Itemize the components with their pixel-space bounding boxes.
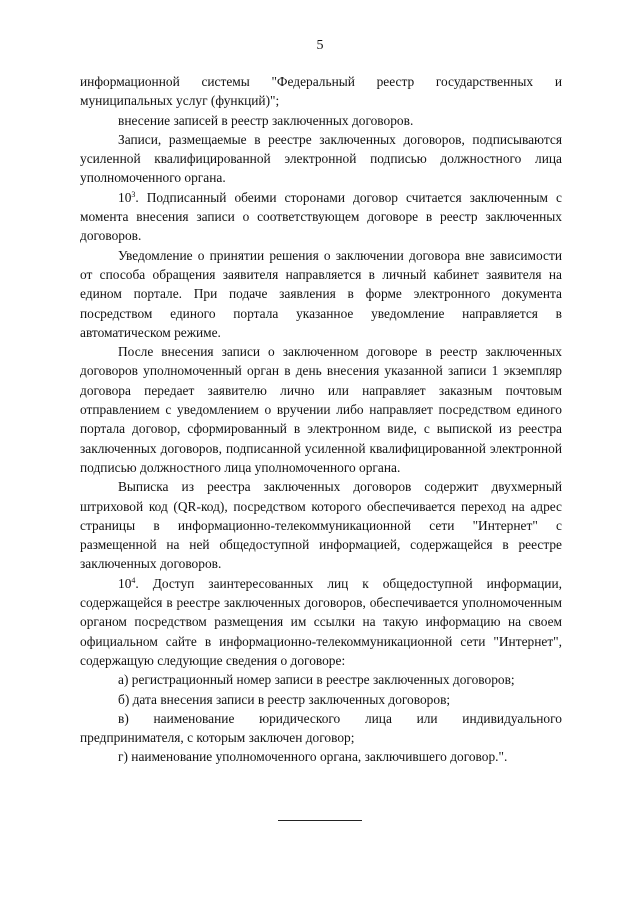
page-number: 5 [316,38,324,53]
clause-number-10-3: $10^3$. [118,189,139,205]
paragraph-3: Записи, размещаемые в реестре заключенных договоров, подписываются усиленной квалифицированной электронной подписью должностного лица уполномоченного органа. [80,131,562,186]
paragraph-5: Уведомление о принятии решения о заключении договора вне зависимости от способа обращения заявителя направляется в личный кабинет заявителя на едином портале. При подаче заявления в форме электронного документа посредством единого портала указанное уведомление направляется в автоматическом режиме. [80,247,562,340]
clause-number-10-4: $10^4$. [118,575,139,591]
document-body [80,72,562,767]
paragraph-6: После внесения записи о заключенном договоре в реестр заключенных договоров уполномоченный орган в день внесения указанной записи 1 экземпляр договора передает заявителю лично или направляет заказным почтовым отправлением с уведомлением о вручении либо направляет посредством единого портала договор, сформированный в электронном виде, с выпиской из реестра заключенных договоров, подписанной усиленной квалифицированной электронной подписью должностного лица уполномоченного органа. [80,344,562,475]
paragraph-4-text: Подписанный обеими сторонами договор считается заключенным с момента внесения записи о соответствующем договоре в реестр заключенных договоров. [80,189,562,244]
paragraph-8 [80,574,562,670]
list-item-b: б) дата внесения записи в реестр заключенных договоров; [118,691,451,707]
list-item-c: в) наименование юридического лица или индивидуального предпринимателя, с которым заключен договор; [80,710,562,746]
list-item-a: а) регистрационный номер записи в реестре заключенных договоров; [118,672,515,688]
paragraph-7: Выписка из реестра заключенных договоров содержит двухмерный штриховой код (QR-код), посредством которого обеспечивается переход на адрес страницы в информационно-телекоммуникационной сети "Интернет" с размещенной на ней общедоступной информацией, содержащейся в реестре заключенных договоров. [80,479,562,572]
paragraph-4 [80,188,562,246]
end-rule [278,820,362,821]
paragraph-8-text: Доступ заинтересованных лиц к общедоступной информации, содержащейся в реестре заключенных договоров, обеспечивается уполномоченным органом посредством размещения им ссылки на такую информацию на своем официальном сайте в информационно-телекоммуникационной сети "Интернет", содержащую следующие сведения о договоре: [80,575,562,668]
list-item-d: г) наименование уполномоченного органа, заключившего договор.". [118,749,508,765]
paragraph-2: внесение записей в реестр заключенных договоров. [118,112,414,128]
paragraph-1: информационной системы "Федеральный реестр государственных и муниципальных услуг (функций)"; [80,74,562,109]
